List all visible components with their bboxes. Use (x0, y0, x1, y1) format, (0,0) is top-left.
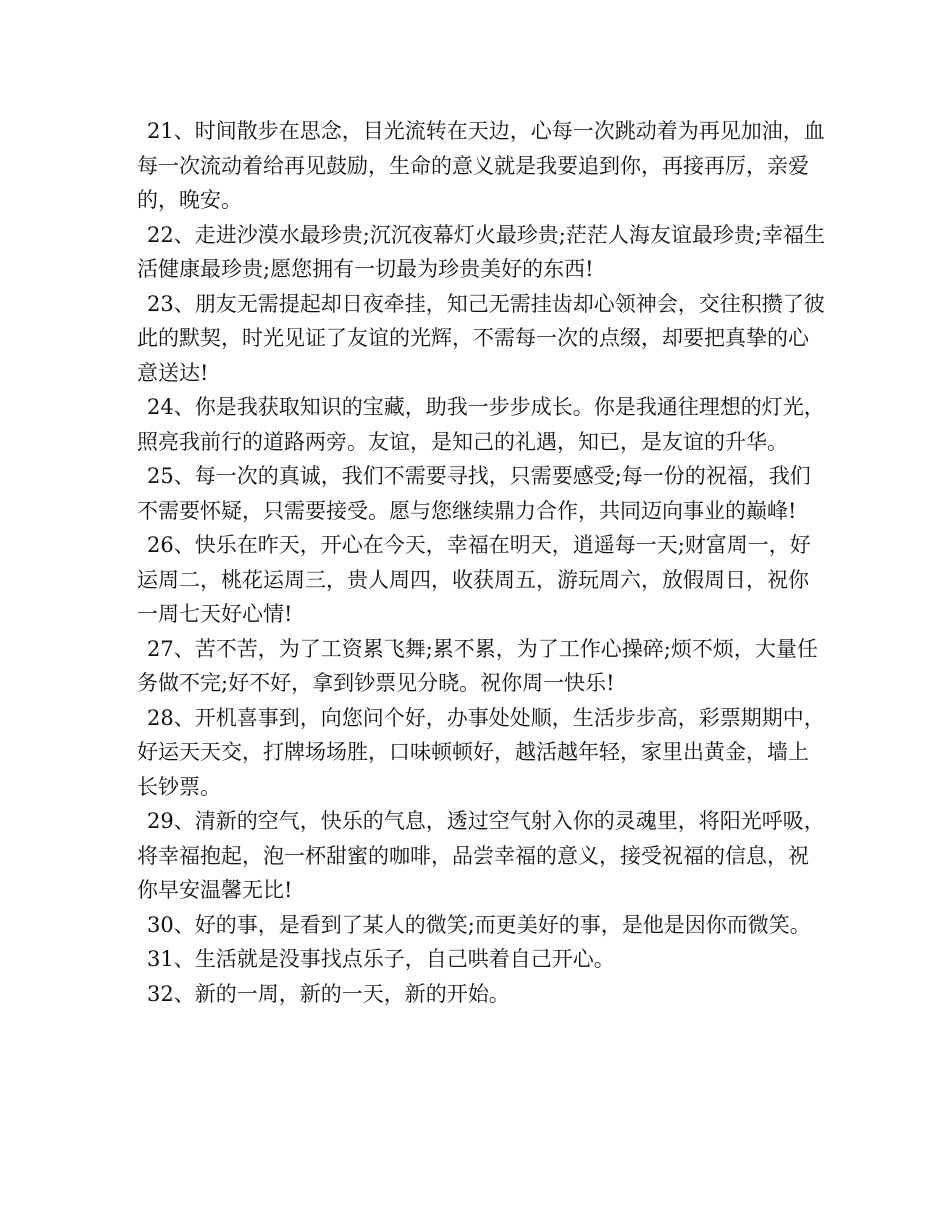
paragraph-26: 26、快乐在昨天，开心在今天，幸福在明天，逍遥每一天;财富周一，好运周二，桃花运周三，贵人周四，收获周五，游玩周六，放假周日，祝你一周七天好心情! (137, 533, 811, 626)
paragraph-22: 22、走进沙漠水最珍贵;沉沉夜幕灯火最珍贵;茫茫人海友谊最珍贵;幸福生活健康最珍贵;愿您拥有一切最为珍贵美好的东西! (137, 222, 825, 281)
paragraph-31: 31、生活就是没事找点乐子，自己哄着自己开心。 (147, 947, 615, 971)
paragraph-21: 21、时间散步在思念，目光流转在天边，心每一次跳动着为再见加油，血每一次流动着给再见鼓励，生命的意义就是我要追到你，再接再厉，亲爱的，晚安。 (137, 119, 825, 212)
paragraph-28: 28、开机喜事到，向您问个好，办事处处顺，生活步步高，彩票期期中，好运天天交，打牌场场胜，口味顿顿好，越活越年轻，家里出黄金，墙上长钞票。 (137, 705, 825, 799)
paragraph-25: 25、每一次的真诚，我们不需要寻找，只需要感受;每一份的祝福，我们不需要怀疑，只需要接受。愿与您继续鼎力合作，共同迈向事业的巅峰! (137, 464, 811, 523)
document-body (137, 114, 827, 1011)
paragraph-30: 30、好的事，是看到了某人的微笑;而更美好的事，是他是因你而微笑。 (147, 912, 811, 937)
paragraph-24: 24、你是我获取知识的宝藏，助我一步步成长。你是我通往理想的灯光，照亮我前行的道路两旁。友谊，是知己的礼遇，知已，是友谊的升华。 (137, 395, 825, 454)
paragraph-29: 29、清新的空气，快乐的气息，透过空气射入你的灵魂里，将阳光呼吸，将幸福抱起，泡一杯甜蜜的咖啡，品尝幸福的意义，接受祝福的信息，祝你早安温馨无比! (137, 809, 825, 902)
paragraph-23: 23、朋友无需提起却日夜牵挂，知己无需挂齿却心领神会，交往积攒了彼此的默契，时光见证了友谊的光辉，不需每一次的点缀，却要把真挚的心意送达! (137, 291, 825, 385)
paragraph-32: 32、新的一周，新的一天，新的开始。 (147, 981, 510, 1006)
paragraph-27: 27、苦不苦，为了工资累飞舞;累不累，为了工作心操碎;烦不烦，大量任务做不完;好不好，拿到钞票见分晓。祝你周一快乐! (137, 636, 818, 695)
